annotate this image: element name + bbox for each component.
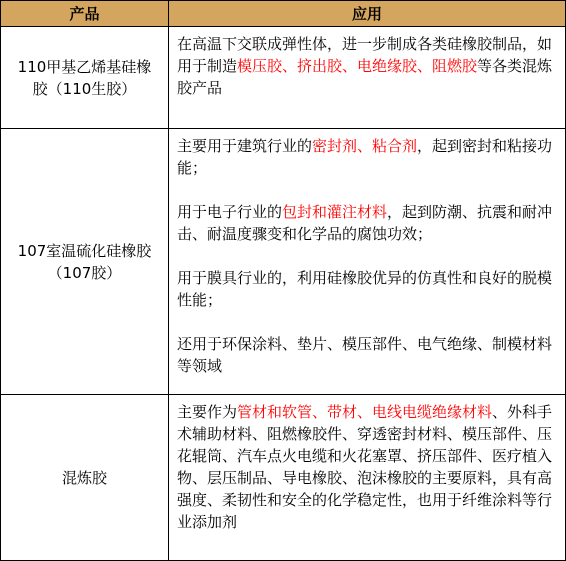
product-name-line: 混炼胶: [61, 468, 107, 487]
usage-paragraph: [177, 267, 557, 311]
highlight-text: 模压胶、挤出胶、电绝缘胶、阻燃胶: [237, 57, 478, 75]
usage-cell: [169, 395, 565, 560]
usage-text: 在高温下交联成弹性体，进一步制成各类硅橡胶制品，如用于制造: [177, 35, 553, 75]
product-cell: [1, 129, 169, 395]
usage-paragraph: [177, 201, 557, 245]
usage-paragraph: [177, 333, 557, 377]
usage-cell: [169, 27, 565, 129]
product-name-line: 胶（110生胶）: [32, 79, 137, 98]
usage-text: 主要作为: [177, 403, 238, 421]
usage-text: 用于电子行业的: [177, 203, 283, 221]
header-usage: 应用: [169, 1, 565, 27]
usage-text: 主要用于建筑行业的: [177, 137, 313, 155]
highlight-text: 包封和灌注材料: [282, 203, 388, 221]
usage-text: ，起到防潮、抗震和耐冲击、耐温度骤变和化学品的腐蚀功效；: [177, 203, 553, 243]
usage-paragraph: [177, 135, 557, 179]
usage-text: 等各类混炼胶产品: [177, 57, 553, 97]
usage-cell: [169, 129, 565, 395]
usage-text: 、外科手术辅助材料、阻燃橡胶件、穿透密封材料、模压部件、压花辊筒、汽车点火电缆和火花塞罩、挤压部件、医疗植入物、层压制品、导电橡胶、泡沫橡胶的主要原料，具有高强度、柔韧性和安全的化学稳定性，也用于纤维涂料等行业添加剂: [177, 403, 553, 531]
usage-text: ，起到密封和粘接功能；: [177, 137, 553, 177]
product-name-line: 107室温硫化硅橡胶: [17, 241, 152, 260]
usage-text: 还用于环保涂料、垫片、模压部件、电气绝缘、制模材料等领域: [177, 335, 553, 375]
highlight-text: 密封剂、粘合剂: [312, 137, 418, 155]
usage-text: 用于膜具行业的，利用硅橡胶优异的仿真性和良好的脱模性能；: [177, 269, 553, 309]
product-cell: [1, 27, 169, 129]
product-name: [18, 240, 152, 284]
product-name-line: （107胶）: [47, 263, 122, 282]
product-name: [62, 467, 107, 489]
product-cell: [1, 395, 169, 560]
highlight-text: 管材和软管、带材、电线电缆绝缘材料: [237, 403, 493, 421]
product-name: [18, 56, 152, 100]
product-name-line: 110甲基乙烯基硅橡: [17, 57, 152, 76]
header-product: 产品: [1, 1, 169, 27]
usage-paragraph: [177, 401, 557, 533]
usage-paragraph: [177, 33, 557, 99]
